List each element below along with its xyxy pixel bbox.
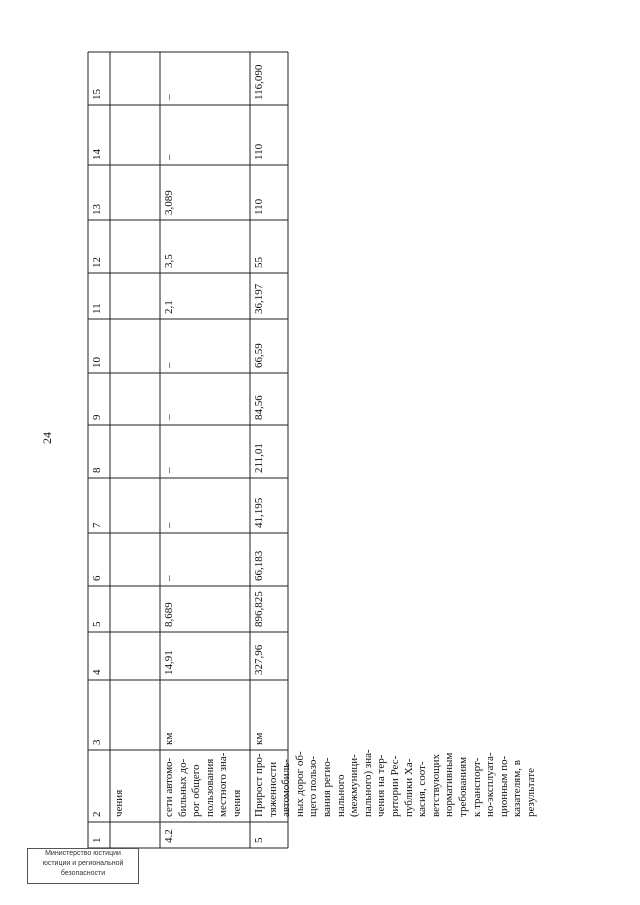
table-cell: 110 (253, 198, 265, 215)
table-cell: сети автомо- бильных до- рог общего пользования местного зна- чения (163, 752, 243, 817)
table-cell: – (163, 154, 175, 160)
table-cell: – (163, 362, 175, 368)
column-number-cell (88, 319, 110, 373)
column-number: 2 (91, 811, 103, 817)
table-cell-cell (160, 822, 250, 848)
table-cell-cell (160, 273, 250, 319)
table-cell-cell (160, 750, 250, 822)
stamp-line-3: безопасности (60, 870, 106, 877)
table-cell: – (163, 522, 175, 528)
table-cell: чения (113, 789, 125, 817)
table-cell: 66,183 (253, 550, 265, 581)
column-number-cell (88, 373, 110, 425)
table-cell-cell (160, 632, 250, 680)
column-number: 9 (91, 414, 103, 420)
table-cell-cell (250, 586, 288, 632)
column-number-cell (88, 822, 110, 848)
table-cell-cell (160, 52, 250, 105)
table-cell-cell (250, 425, 288, 478)
column-number-cell (88, 105, 110, 165)
page-number: 24 (40, 432, 54, 444)
table-cell-cell (250, 533, 288, 586)
column-number: 4 (91, 669, 103, 675)
table-cell-cell (160, 220, 250, 273)
table-cell: 66,59 (253, 343, 265, 368)
column-number-cell (88, 478, 110, 533)
table-cell: 14,91 (163, 650, 175, 675)
column-number: 14 (91, 149, 103, 160)
table-cell-cell (250, 319, 288, 373)
column-number-cell (88, 533, 110, 586)
stamp-line-2: юстиции и региональной (42, 860, 124, 867)
table-cell: – (163, 414, 175, 420)
table-cell-cell (160, 373, 250, 425)
table-cell: 3,5 (163, 254, 175, 268)
table-cell-cell (250, 165, 288, 220)
column-number: 15 (91, 89, 103, 100)
table-cell: км (163, 732, 175, 745)
column-number-cell (88, 220, 110, 273)
column-number-cell (88, 165, 110, 220)
table-cell: 896,825 (253, 591, 265, 627)
table-cell-cell (250, 680, 288, 750)
column-number-cell (88, 273, 110, 319)
table-cell-cell (250, 373, 288, 425)
stamp-line-1: Министерство юстиции (45, 850, 121, 857)
table-cell: 36,197 (253, 283, 265, 314)
table-cell-cell (250, 105, 288, 165)
table-cell: 8,689 (163, 602, 175, 627)
column-number-cell (88, 750, 110, 822)
column-number: 7 (91, 522, 103, 528)
column-number-cell (88, 632, 110, 680)
table-cell: 41,195 (253, 497, 265, 528)
table-cell-cell (250, 220, 288, 273)
table-cell: 327,96 (253, 644, 265, 675)
table-cell: 84,56 (253, 395, 265, 420)
table-cell-cell (250, 478, 288, 533)
table-cell-cell (250, 632, 288, 680)
ministry-stamp (27, 848, 139, 884)
column-number: 10 (91, 357, 103, 368)
table-cell: – (163, 94, 175, 100)
column-number: 3 (91, 739, 103, 745)
table-cell: 211,01 (253, 443, 265, 473)
column-number-cell (88, 52, 110, 105)
table-cell: 116,090 (253, 64, 265, 100)
table-cell: Прирост про- тяженности автомобиль- ных дорог об- щего пользо- вания регио- нального (межмуници- пального) зна- чения на тер- ритории Рес- публики Ха- касия, соот- ветствующих нормативным требованиям к транспорт- но-эксплуата- ционным по- казателям, в результате (253, 749, 537, 817)
table-cell-cell (160, 586, 250, 632)
table-cell: 5 (253, 837, 265, 843)
table-cell: – (163, 467, 175, 473)
table-cell: 3,089 (163, 190, 175, 215)
table-cell-cell (160, 425, 250, 478)
column-number: 13 (91, 204, 103, 215)
table-cell: км (253, 732, 265, 745)
column-number: 12 (91, 257, 103, 268)
column-number: 5 (91, 621, 103, 627)
table-cell-cell (160, 533, 250, 586)
table-cell: 4.2 (163, 829, 175, 843)
table-cell-cell (160, 478, 250, 533)
table-cell-cell (250, 273, 288, 319)
table-cell-cell (250, 749, 537, 822)
table-cell: 110 (253, 143, 265, 160)
table-cell-cell (250, 822, 288, 848)
table-cell: – (163, 575, 175, 581)
table-cell: 55 (253, 257, 265, 268)
table-cell-cell (160, 105, 250, 165)
column-number-cell (88, 680, 110, 750)
column-number: 8 (91, 467, 103, 473)
column-number-cell (88, 586, 110, 632)
table-cell-cell (160, 319, 250, 373)
column-number-cell (88, 425, 110, 478)
table-cell-cell (160, 680, 250, 750)
table-cell-cell (250, 52, 288, 105)
table-cell-cell (160, 165, 250, 220)
table-cell-cell (110, 750, 160, 822)
column-number: 6 (91, 575, 103, 581)
column-number: 11 (91, 303, 103, 314)
table-cell: 2,1 (163, 300, 175, 314)
column-number: 1 (91, 837, 103, 843)
